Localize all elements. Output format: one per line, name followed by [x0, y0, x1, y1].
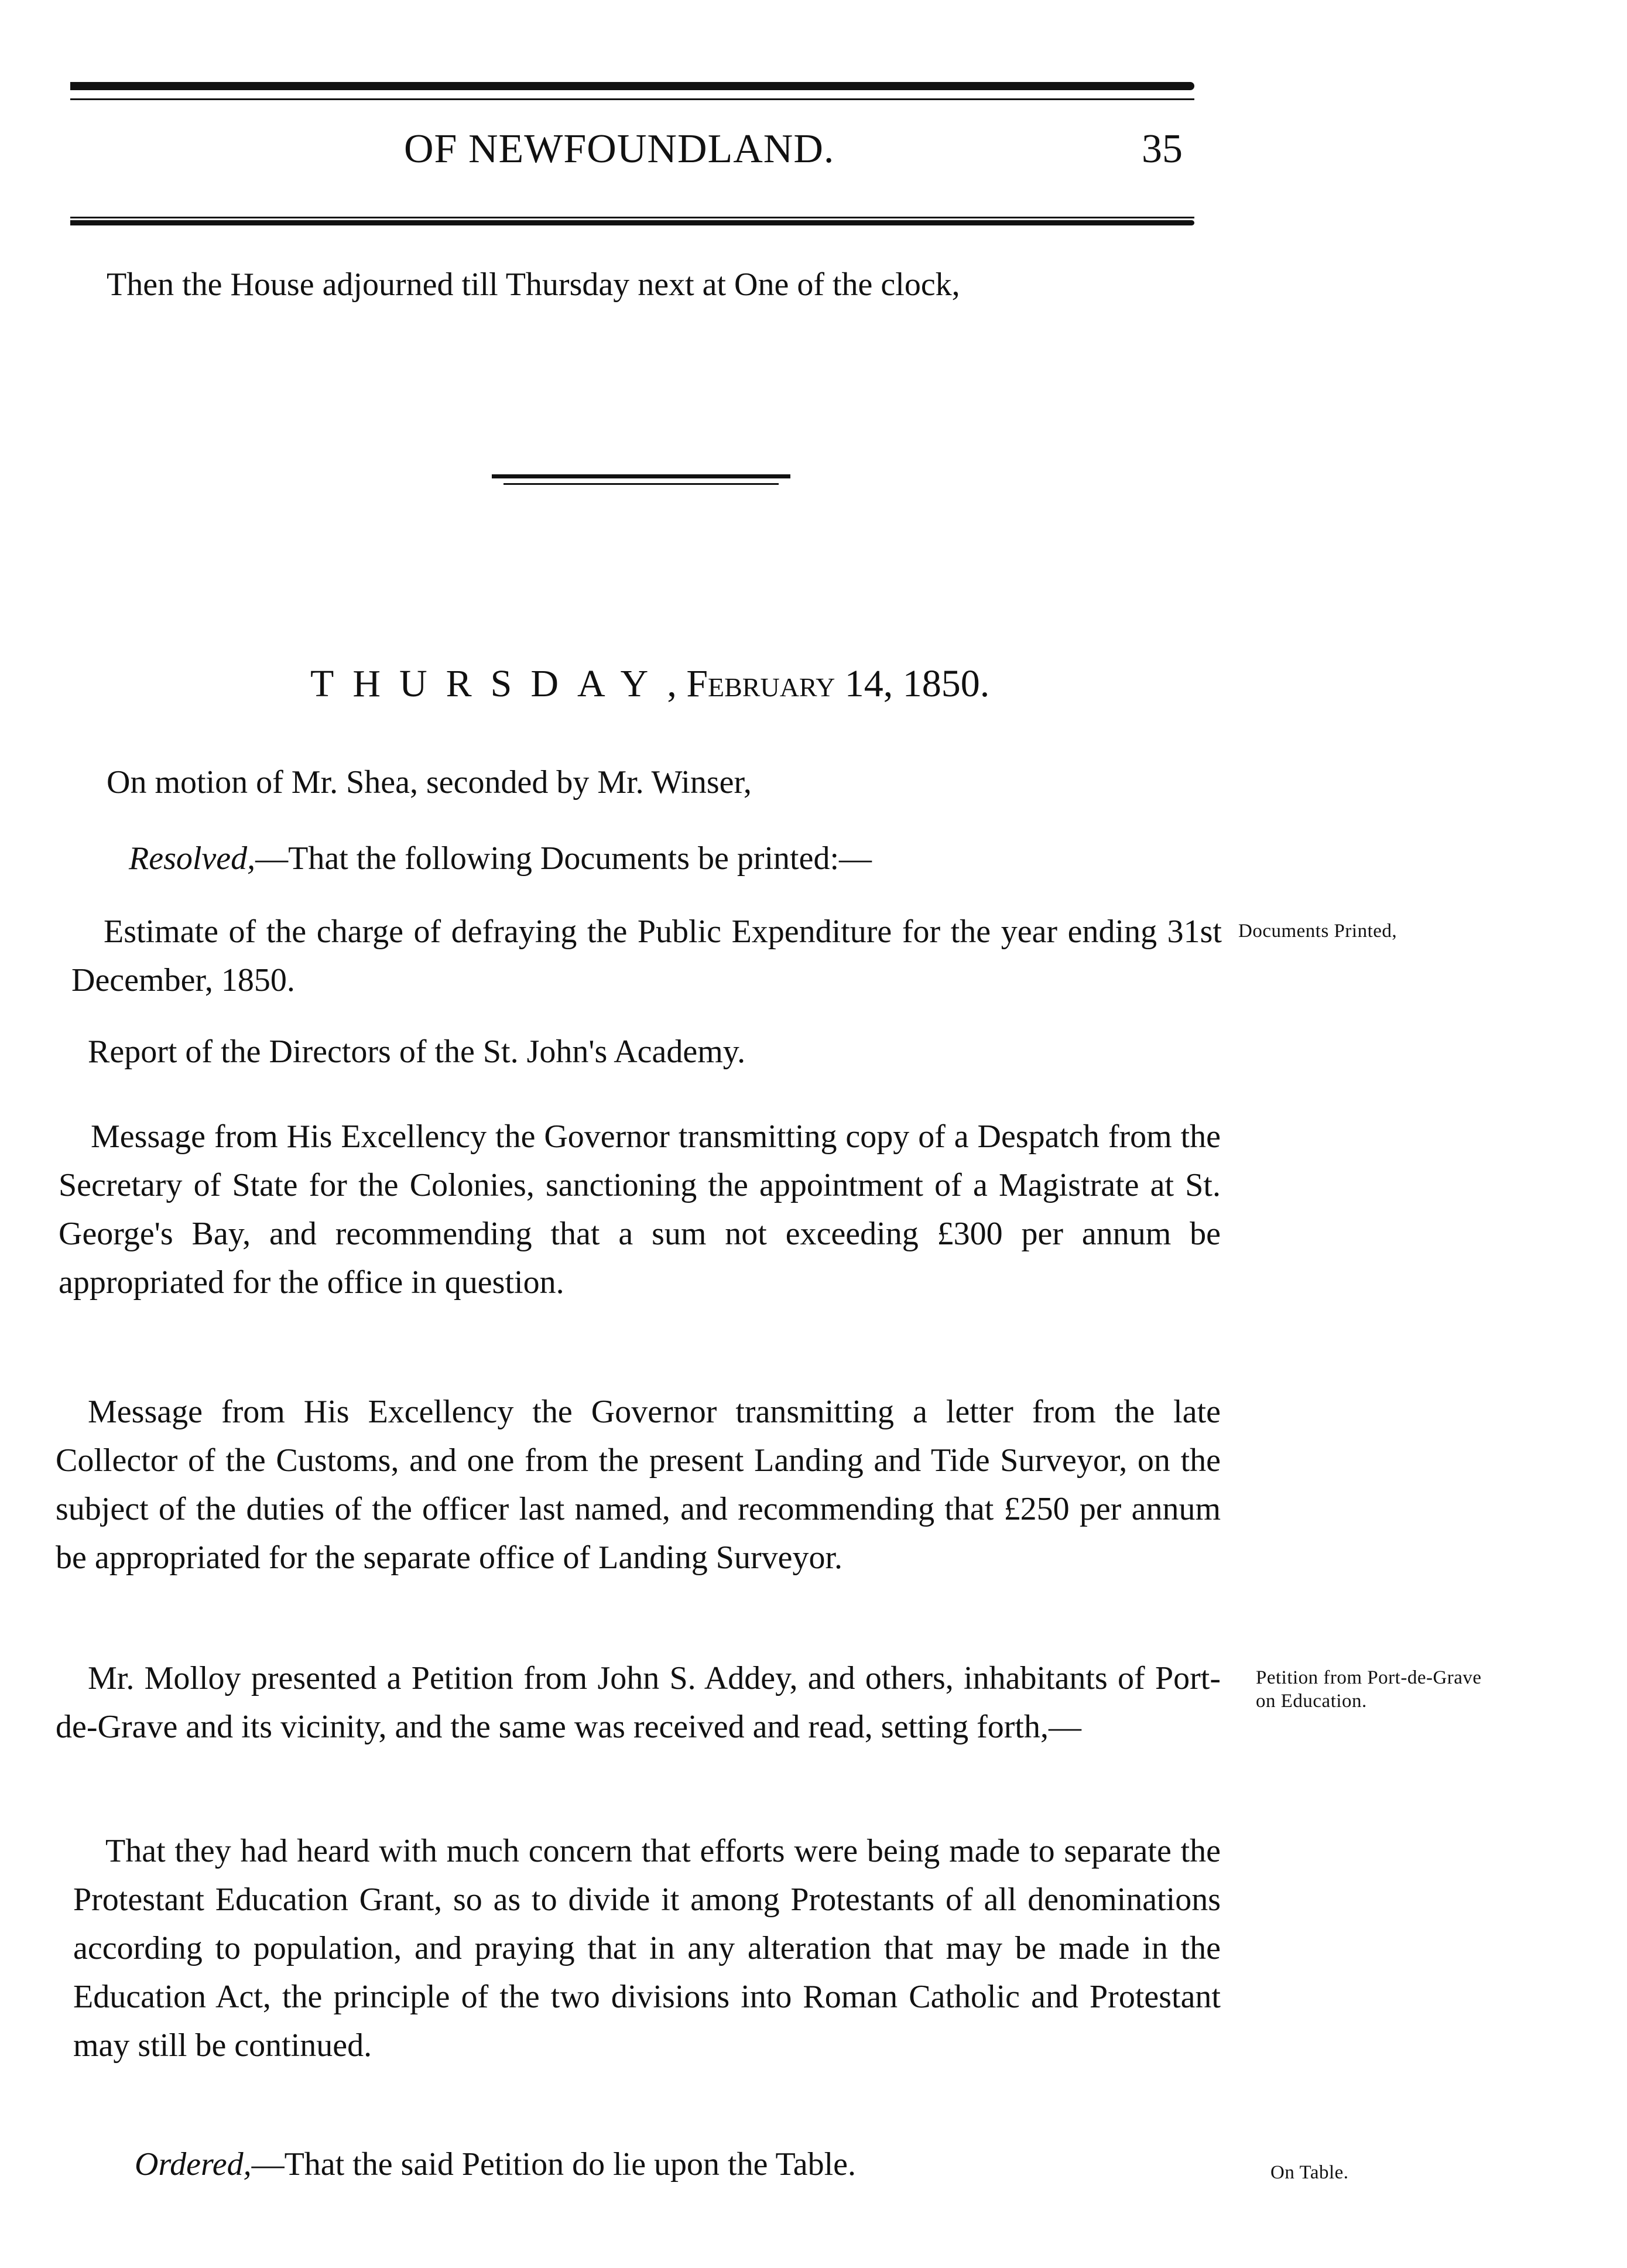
- date-heading: [310, 662, 989, 706]
- header-top-rule: [70, 82, 1194, 90]
- motion-text: On motion of Mr. Shea, seconded by Mr. Winser,: [107, 764, 752, 801]
- day-name: THURSDAY: [310, 662, 667, 705]
- margin-note-on-table: On Table.: [1270, 2162, 1349, 2183]
- resolved-line: [129, 834, 872, 883]
- header-bottom-rule-thin: [70, 217, 1194, 218]
- document-report: Report of the Directors of the St. John's Academy.: [88, 1034, 746, 1070]
- resolved-text: —That the following Documents be printed:—: [255, 840, 872, 877]
- ordered-text: —That the said Petition do lie upon the Table.: [251, 2146, 857, 2183]
- margin-note-petition-line2: on Education.: [1256, 1691, 1367, 1712]
- header-bottom-rule: [70, 220, 1194, 225]
- section-separator-thin: [503, 483, 779, 485]
- ordered-label: Ordered,: [135, 2146, 252, 2183]
- running-head-title: OF NEWFOUNDLAND.: [404, 126, 835, 172]
- resolved-label: Resolved,: [129, 840, 256, 877]
- document-estimate: Estimate of the charge of defraying the Public Expenditure for the year ending 31st December, 1850.: [71, 914, 1222, 998]
- page-number: 35: [1142, 126, 1183, 172]
- document-message-customs: Message from His Excellency the Governor transmitting a letter from the late Collector of the Customs, and one from the present Landing and Tide Surveyor, on the subject of the duties of the officer last named, and recommending that £250 per annum be appropriated for the separate office of Landing Surveyor.: [56, 1394, 1221, 1576]
- document-message-magistrate: Message from His Excellency the Governor transmitting copy of a Despatch from the Secretary of State for the Colonies, sanctioning the appointment of a Magistrate at St. George's Bay, and recommending that a sum not exceeding £300 per annum be appropriated for the office in question.: [59, 1118, 1221, 1301]
- petition-body: That they had heard with much concern that efforts were being made to separate the Protestant Education Grant, so as to divide it among Protestants of all denominations according to population, and praying that in any alteration that may be made in the Education Act, the principle of the two divisions into Roman Catholic and Protestant may still be continued.: [73, 1833, 1221, 2064]
- petition-presentation: Mr. Molloy presented a Petition from John S. Addey, and others, inhabitants of Port-de-Grave and its vicinity, and the same was received and read, setting forth,—: [56, 1660, 1221, 1745]
- day-comma: ,: [667, 662, 677, 705]
- header-top-rule-thin: [70, 98, 1194, 100]
- adjournment-text: Then the House adjourned till Thursday next at One of the clock,: [107, 266, 960, 303]
- margin-note-documents-printed: Documents Printed,: [1238, 921, 1397, 942]
- section-separator: [492, 474, 790, 478]
- margin-note-petition-line1: Petition from Port-de-Grave: [1256, 1667, 1482, 1688]
- date-text: February 14, 1850.: [686, 662, 990, 705]
- ordered-line: [135, 2140, 856, 2189]
